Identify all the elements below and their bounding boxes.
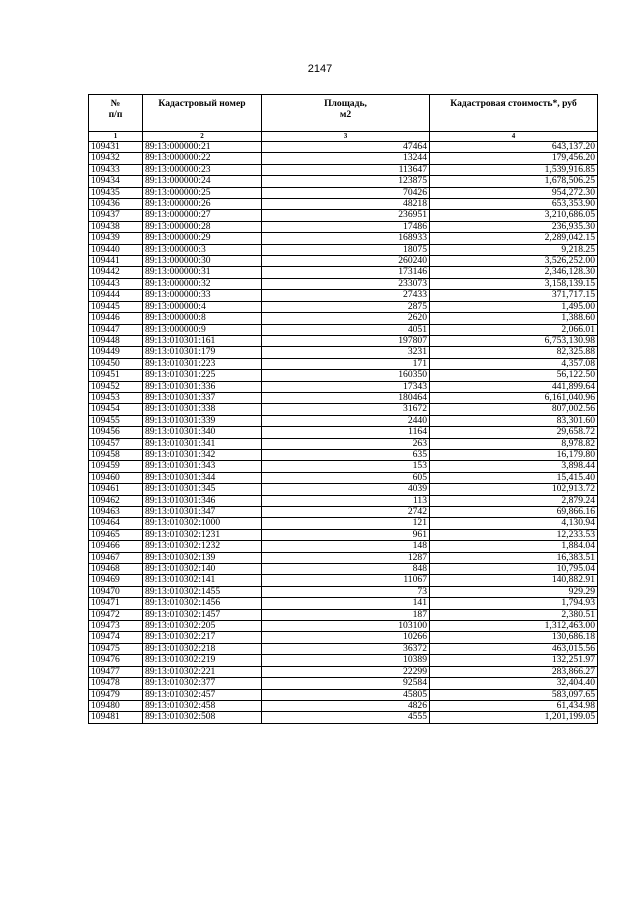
row-number-cell: 109443 xyxy=(89,278,143,289)
table-row xyxy=(89,712,598,723)
row-number-cell: 109454 xyxy=(89,404,143,415)
area-cell: 92584 xyxy=(262,678,430,689)
row-number-cell: 109463 xyxy=(89,507,143,518)
cadastral-value-cell: 61,434.98 xyxy=(430,700,598,711)
cadastral-number-cell: 89:13:010302:377 xyxy=(143,678,262,689)
cadastral-number-cell: 89:13:000000:23 xyxy=(143,164,262,175)
cadastral-number-cell: 89:13:010302:1455 xyxy=(143,586,262,597)
cadastral-value-cell: 236,935.30 xyxy=(430,221,598,232)
cadastral-value-cell: 583,097.65 xyxy=(430,689,598,700)
area-cell: 3231 xyxy=(262,347,430,358)
cadastral-number-cell: 89:13:010302:205 xyxy=(143,621,262,632)
area-cell: 605 xyxy=(262,472,430,483)
cadastral-number-cell: 89:13:000000:27 xyxy=(143,210,262,221)
table-row xyxy=(89,210,598,221)
cadastral-value-cell: 3,158,139.15 xyxy=(430,278,598,289)
area-cell: 168933 xyxy=(262,233,430,244)
area-cell: 180464 xyxy=(262,392,430,403)
row-number-cell: 109468 xyxy=(89,564,143,575)
cadastral-number-cell: 89:13:010301:225 xyxy=(143,370,262,381)
cadastral-number-cell: 89:13:010301:345 xyxy=(143,484,262,495)
area-cell: 2742 xyxy=(262,507,430,518)
area-cell: 4555 xyxy=(262,712,430,723)
row-number-cell: 109460 xyxy=(89,472,143,483)
row-number-cell: 109436 xyxy=(89,199,143,210)
row-number-cell: 109437 xyxy=(89,210,143,221)
table-row xyxy=(89,313,598,324)
row-number-cell: 109479 xyxy=(89,689,143,700)
cadastral-number-cell: 89:13:000000:8 xyxy=(143,313,262,324)
cadastral-number-cell: 89:13:010302:1000 xyxy=(143,518,262,529)
row-number-cell: 109464 xyxy=(89,518,143,529)
row-number-cell: 109458 xyxy=(89,449,143,460)
table-row xyxy=(89,381,598,392)
cadastral-number-cell: 89:13:010301:340 xyxy=(143,427,262,438)
row-number-cell: 109477 xyxy=(89,666,143,677)
header-area xyxy=(262,95,430,132)
cadastral-value-cell: 179,456.20 xyxy=(430,153,598,164)
table-row xyxy=(89,655,598,666)
row-number-cell: 109445 xyxy=(89,301,143,312)
area-cell: 17343 xyxy=(262,381,430,392)
area-cell: 197807 xyxy=(262,335,430,346)
area-cell: 961 xyxy=(262,529,430,540)
area-cell: 22299 xyxy=(262,666,430,677)
row-number-cell: 109466 xyxy=(89,541,143,552)
cadastral-value-cell: 643,137.20 xyxy=(430,142,598,153)
row-number-cell: 109446 xyxy=(89,313,143,324)
cadastral-value-cell: 82,325.88 xyxy=(430,347,598,358)
area-cell: 31672 xyxy=(262,404,430,415)
row-number-cell: 109449 xyxy=(89,347,143,358)
cadastral-number-cell: 89:13:000000:29 xyxy=(143,233,262,244)
header-cadastral-value-text: Кадастровая стоимость*, руб xyxy=(450,98,577,109)
table-row xyxy=(89,564,598,575)
area-cell: 2875 xyxy=(262,301,430,312)
row-number-cell: 109467 xyxy=(89,552,143,563)
cadastral-value-cell: 56,122.50 xyxy=(430,370,598,381)
cadastral-value-cell: 6,161,040.96 xyxy=(430,392,598,403)
cadastral-number-cell: 89:13:010301:338 xyxy=(143,404,262,415)
table-row xyxy=(89,233,598,244)
cadastral-value-cell: 16,179.80 xyxy=(430,449,598,460)
cadastral-value-cell: 2,346,128.30 xyxy=(430,267,598,278)
table-row xyxy=(89,415,598,426)
area-cell: 2440 xyxy=(262,415,430,426)
cadastral-value-cell: 83,301.60 xyxy=(430,415,598,426)
table-row xyxy=(89,541,598,552)
cadastral-number-cell: 89:13:010302:217 xyxy=(143,632,262,643)
cadastral-number-cell: 89:13:010302:139 xyxy=(143,552,262,563)
row-number-cell: 109441 xyxy=(89,256,143,267)
cadastral-value-cell: 8,978.82 xyxy=(430,438,598,449)
table-row xyxy=(89,187,598,198)
row-number-cell: 109461 xyxy=(89,484,143,495)
row-number-cell: 109438 xyxy=(89,221,143,232)
cadastral-value-cell: 9,218.25 xyxy=(430,244,598,255)
table-body xyxy=(89,142,598,724)
table-row xyxy=(89,529,598,540)
table-row xyxy=(89,176,598,187)
cadastral-value-cell: 1,678,506.25 xyxy=(430,176,598,187)
cadastral-value-cell: 12,233.53 xyxy=(430,529,598,540)
table-row xyxy=(89,598,598,609)
area-cell: 4051 xyxy=(262,324,430,335)
area-cell: 153 xyxy=(262,461,430,472)
cadastral-value-cell: 132,251.97 xyxy=(430,655,598,666)
cadastral-value-cell: 15,415.40 xyxy=(430,472,598,483)
row-number-cell: 109442 xyxy=(89,267,143,278)
row-number-cell: 109448 xyxy=(89,335,143,346)
cadastral-number-cell: 89:13:010302:457 xyxy=(143,689,262,700)
area-cell: 11067 xyxy=(262,575,430,586)
table-row xyxy=(89,438,598,449)
cadastral-number-cell: 89:13:010302:1456 xyxy=(143,598,262,609)
cadastral-number-cell: 89:13:000000:28 xyxy=(143,221,262,232)
cadastral-number-cell: 89:13:010302:458 xyxy=(143,700,262,711)
row-number-cell: 109432 xyxy=(89,153,143,164)
row-number-cell: 109444 xyxy=(89,290,143,301)
table-row xyxy=(89,335,598,346)
row-number-cell: 109469 xyxy=(89,575,143,586)
cadastral-number-cell: 89:13:010302:219 xyxy=(143,655,262,666)
area-cell: 263 xyxy=(262,438,430,449)
column-number-2: 2 xyxy=(143,132,262,142)
row-number-cell: 109465 xyxy=(89,529,143,540)
area-cell: 103100 xyxy=(262,621,430,632)
cadastral-number-cell: 89:13:010301:339 xyxy=(143,415,262,426)
cadastral-value-cell: 2,380.51 xyxy=(430,609,598,620)
row-number-cell: 109472 xyxy=(89,609,143,620)
cadastral-value-cell: 69,866.16 xyxy=(430,507,598,518)
row-number-cell: 109456 xyxy=(89,427,143,438)
area-cell: 2620 xyxy=(262,313,430,324)
cadastral-value-cell: 140,882.91 xyxy=(430,575,598,586)
cadastral-value-cell: 2,879.24 xyxy=(430,495,598,506)
table-row xyxy=(89,700,598,711)
table-row xyxy=(89,290,598,301)
row-number-cell: 109459 xyxy=(89,461,143,472)
cadastral-number-cell: 89:13:000000:24 xyxy=(143,176,262,187)
table-row xyxy=(89,484,598,495)
cadastral-value-cell: 929.29 xyxy=(430,586,598,597)
column-number-3: 3 xyxy=(262,132,430,142)
cadastral-number-cell: 89:13:010302:508 xyxy=(143,712,262,723)
area-cell: 1287 xyxy=(262,552,430,563)
table-row xyxy=(89,404,598,415)
cadastral-value-cell: 32,404.40 xyxy=(430,678,598,689)
cadastral-value-cell: 1,495.00 xyxy=(430,301,598,312)
cadastral-number-cell: 89:13:010302:221 xyxy=(143,666,262,677)
cadastral-value-cell: 29,658.72 xyxy=(430,427,598,438)
area-cell: 160350 xyxy=(262,370,430,381)
cadastral-number-cell: 89:13:010301:341 xyxy=(143,438,262,449)
cadastral-value-cell: 3,210,686.05 xyxy=(430,210,598,221)
row-number-cell: 109471 xyxy=(89,598,143,609)
cadastral-value-cell: 371,717.15 xyxy=(430,290,598,301)
table-row xyxy=(89,495,598,506)
cadastral-number-cell: 89:13:010301:343 xyxy=(143,461,262,472)
cadastral-number-cell: 89:13:010301:223 xyxy=(143,358,262,369)
table-row xyxy=(89,678,598,689)
area-cell: 113647 xyxy=(262,164,430,175)
table-row xyxy=(89,632,598,643)
table-row xyxy=(89,507,598,518)
table-row xyxy=(89,164,598,175)
cadastral-value-cell: 463,015.56 xyxy=(430,643,598,654)
cadastral-number-cell: 89:13:000000:32 xyxy=(143,278,262,289)
cadastral-number-cell: 89:13:000000:30 xyxy=(143,256,262,267)
area-cell: 123875 xyxy=(262,176,430,187)
cadastral-value-cell: 1,201,199.05 xyxy=(430,712,598,723)
cadastral-value-cell: 441,899.64 xyxy=(430,381,598,392)
area-cell: 4826 xyxy=(262,700,430,711)
cadastral-value-cell: 3,898.44 xyxy=(430,461,598,472)
cadastral-number-cell: 89:13:000000:4 xyxy=(143,301,262,312)
cadastral-value-cell: 4,130.94 xyxy=(430,518,598,529)
cadastral-value-cell: 1,884.04 xyxy=(430,541,598,552)
row-number-cell: 109450 xyxy=(89,358,143,369)
table-row xyxy=(89,586,598,597)
area-cell: 36372 xyxy=(262,643,430,654)
row-number-cell: 109434 xyxy=(89,176,143,187)
cadastral-number-cell: 89:13:010301:179 xyxy=(143,347,262,358)
row-number-cell: 109462 xyxy=(89,495,143,506)
table-row xyxy=(89,244,598,255)
cadastral-value-cell: 807,002.56 xyxy=(430,404,598,415)
row-number-cell: 109451 xyxy=(89,370,143,381)
table-row xyxy=(89,347,598,358)
table-row xyxy=(89,609,598,620)
cadastral-number-cell: 89:13:000000:33 xyxy=(143,290,262,301)
table-row xyxy=(89,689,598,700)
table-row xyxy=(89,221,598,232)
cadastral-number-cell: 89:13:000000:31 xyxy=(143,267,262,278)
cadastral-number-cell: 89:13:000000:3 xyxy=(143,244,262,255)
area-cell: 27433 xyxy=(262,290,430,301)
column-number-1: 1 xyxy=(89,132,143,142)
cadastral-table xyxy=(88,94,598,724)
cadastral-number-cell: 89:13:010302:218 xyxy=(143,643,262,654)
header-cadastral-number xyxy=(143,95,262,132)
area-cell: 233073 xyxy=(262,278,430,289)
row-number-cell: 109452 xyxy=(89,381,143,392)
table-row xyxy=(89,472,598,483)
table-row xyxy=(89,153,598,164)
area-cell: 17486 xyxy=(262,221,430,232)
row-number-cell: 109431 xyxy=(89,142,143,153)
area-cell: 13244 xyxy=(262,153,430,164)
header-cadastral-value xyxy=(430,95,598,132)
column-number-4: 4 xyxy=(430,132,598,142)
cadastral-number-cell: 89:13:010301:342 xyxy=(143,449,262,460)
cadastral-number-cell: 89:13:010302:1457 xyxy=(143,609,262,620)
table-header-row xyxy=(89,95,598,132)
table-row xyxy=(89,256,598,267)
area-cell: 187 xyxy=(262,609,430,620)
row-number-cell: 109435 xyxy=(89,187,143,198)
table-row xyxy=(89,199,598,210)
table-row xyxy=(89,518,598,529)
cadastral-number-cell: 89:13:010301:344 xyxy=(143,472,262,483)
cadastral-value-cell: 2,066.01 xyxy=(430,324,598,335)
row-number-cell: 109478 xyxy=(89,678,143,689)
cadastral-number-cell: 89:13:010302:1231 xyxy=(143,529,262,540)
header-cadastral-number-text: Кадастровый номер xyxy=(158,98,246,109)
area-cell: 10389 xyxy=(262,655,430,666)
area-cell: 141 xyxy=(262,598,430,609)
table-row xyxy=(89,301,598,312)
cadastral-value-cell: 3,526,252.00 xyxy=(430,256,598,267)
table-row xyxy=(89,621,598,632)
area-cell: 173146 xyxy=(262,267,430,278)
cadastral-number-cell: 89:13:010302:141 xyxy=(143,575,262,586)
table-row xyxy=(89,666,598,677)
header-row-number-text: № п/п xyxy=(108,98,123,120)
row-number-cell: 109453 xyxy=(89,392,143,403)
cadastral-value-cell: 130,686.18 xyxy=(430,632,598,643)
cadastral-value-cell: 1,794.93 xyxy=(430,598,598,609)
area-cell: 113 xyxy=(262,495,430,506)
table-row xyxy=(89,358,598,369)
cadastral-number-cell: 89:13:000000:26 xyxy=(143,199,262,210)
area-cell: 1164 xyxy=(262,427,430,438)
cadastral-value-cell: 10,795.04 xyxy=(430,564,598,575)
area-cell: 148 xyxy=(262,541,430,552)
table-row xyxy=(89,552,598,563)
cadastral-number-cell: 89:13:010302:1232 xyxy=(143,541,262,552)
cadastral-value-cell: 6,753,130.98 xyxy=(430,335,598,346)
row-number-cell: 109473 xyxy=(89,621,143,632)
area-cell: 10266 xyxy=(262,632,430,643)
cadastral-value-cell: 1,388.60 xyxy=(430,313,598,324)
header-row-number xyxy=(89,95,143,132)
row-number-cell: 109447 xyxy=(89,324,143,335)
cadastral-number-cell: 89:13:010301:336 xyxy=(143,381,262,392)
row-number-cell: 109457 xyxy=(89,438,143,449)
cadastral-number-cell: 89:13:010301:161 xyxy=(143,335,262,346)
row-number-cell: 109476 xyxy=(89,655,143,666)
table-row xyxy=(89,278,598,289)
cadastral-value-cell: 283,866.27 xyxy=(430,666,598,677)
table-row xyxy=(89,575,598,586)
area-cell: 848 xyxy=(262,564,430,575)
cadastral-number-cell: 89:13:000000:9 xyxy=(143,324,262,335)
row-number-cell: 109481 xyxy=(89,712,143,723)
area-cell: 47464 xyxy=(262,142,430,153)
area-cell: 121 xyxy=(262,518,430,529)
cadastral-value-cell: 954,272.30 xyxy=(430,187,598,198)
row-number-cell: 109475 xyxy=(89,643,143,654)
table-row xyxy=(89,449,598,460)
area-cell: 171 xyxy=(262,358,430,369)
cadastral-value-cell: 2,289,042.15 xyxy=(430,233,598,244)
area-cell: 18075 xyxy=(262,244,430,255)
table-row xyxy=(89,370,598,381)
cadastral-value-cell: 16,383.51 xyxy=(430,552,598,563)
area-cell: 4039 xyxy=(262,484,430,495)
cadastral-number-cell: 89:13:000000:25 xyxy=(143,187,262,198)
cadastral-number-cell: 89:13:010301:337 xyxy=(143,392,262,403)
area-cell: 70426 xyxy=(262,187,430,198)
area-cell: 73 xyxy=(262,586,430,597)
header-area-text: Площадь, м2 xyxy=(324,98,367,120)
cadastral-number-cell: 89:13:000000:22 xyxy=(143,153,262,164)
table-row xyxy=(89,427,598,438)
cadastral-value-cell: 102,913.72 xyxy=(430,484,598,495)
table-row xyxy=(89,324,598,335)
row-number-cell: 109433 xyxy=(89,164,143,175)
cadastral-value-cell: 4,357.08 xyxy=(430,358,598,369)
table-row xyxy=(89,142,598,153)
column-number-row xyxy=(89,132,598,142)
cadastral-number-cell: 89:13:010302:140 xyxy=(143,564,262,575)
area-cell: 45805 xyxy=(262,689,430,700)
area-cell: 635 xyxy=(262,449,430,460)
area-cell: 260240 xyxy=(262,256,430,267)
area-cell: 48218 xyxy=(262,199,430,210)
table-row xyxy=(89,643,598,654)
row-number-cell: 109480 xyxy=(89,700,143,711)
row-number-cell: 109474 xyxy=(89,632,143,643)
row-number-cell: 109470 xyxy=(89,586,143,597)
cadastral-value-cell: 1,312,463.00 xyxy=(430,621,598,632)
area-cell: 236951 xyxy=(262,210,430,221)
cadastral-value-cell: 653,353.90 xyxy=(430,199,598,210)
cadastral-number-cell: 89:13:010301:346 xyxy=(143,495,262,506)
cadastral-value-cell: 1,539,916.85 xyxy=(430,164,598,175)
page-number: 2147 xyxy=(307,63,333,75)
table-row xyxy=(89,267,598,278)
table-row xyxy=(89,392,598,403)
row-number-cell: 109439 xyxy=(89,233,143,244)
row-number-cell: 109440 xyxy=(89,244,143,255)
table-row xyxy=(89,461,598,472)
cadastral-number-cell: 89:13:000000:21 xyxy=(143,142,262,153)
row-number-cell: 109455 xyxy=(89,415,143,426)
cadastral-number-cell: 89:13:010301:347 xyxy=(143,507,262,518)
